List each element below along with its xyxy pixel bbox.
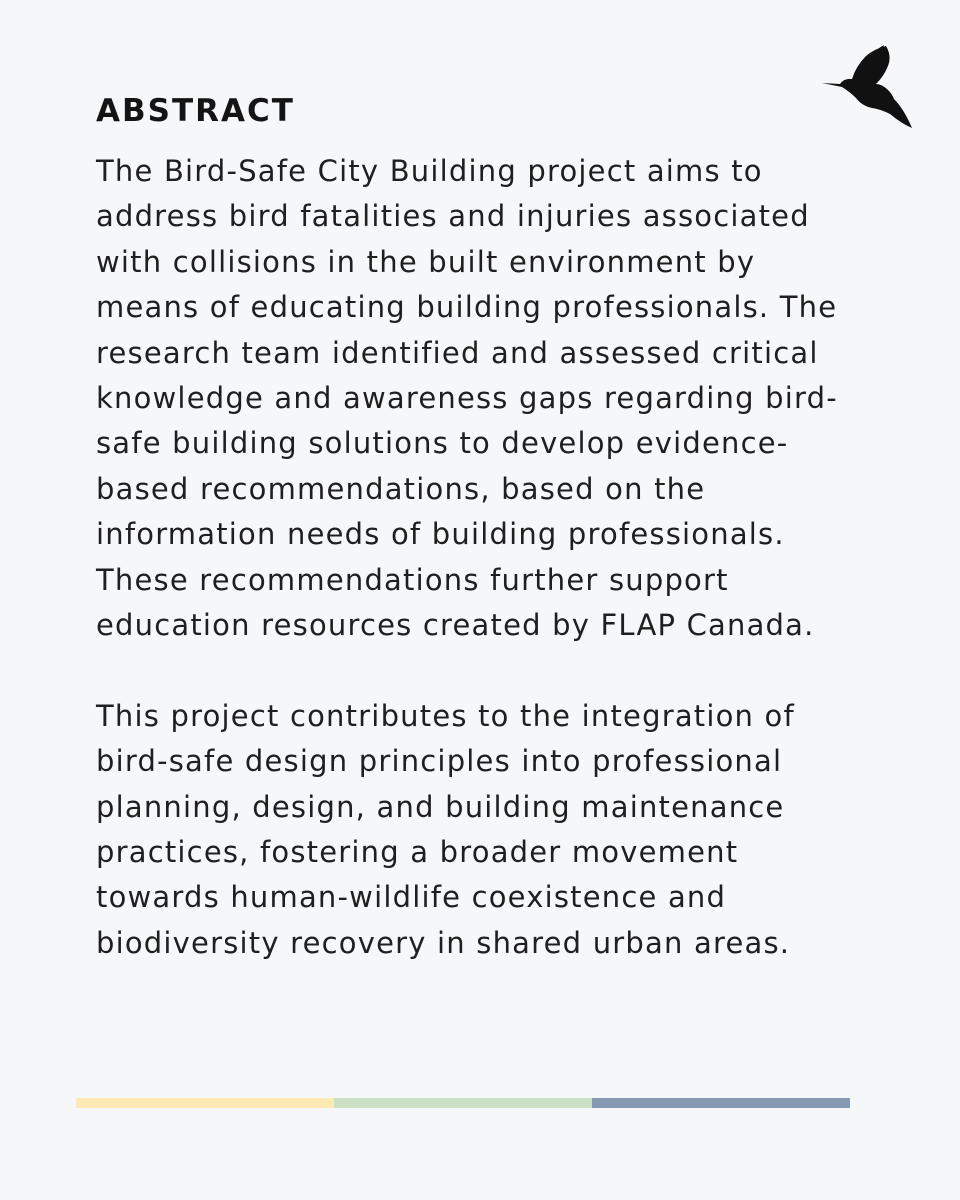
- text-line: planning, design, and building maintenance: [96, 789, 785, 824]
- text-line: biodiversity recovery in shared urban areas.: [96, 925, 791, 960]
- abstract-heading: ABSTRACT: [96, 93, 295, 129]
- hummingbird-icon: [818, 44, 914, 132]
- abstract-paragraph-1: [96, 149, 886, 648]
- hummingbird-body: [822, 46, 912, 128]
- abstract-paragraph-2: [96, 694, 886, 966]
- paragraph-spacer: [96, 648, 886, 693]
- text-line: safe building solutions to develop evidence-: [96, 426, 789, 461]
- tricolor-footer-bar: [76, 1098, 850, 1108]
- text-line: education resources created by FLAP Canada.: [96, 608, 815, 643]
- text-line: address bird fatalities and injuries associated: [96, 199, 810, 234]
- footer-bar-green-segment: [334, 1098, 592, 1108]
- text-line: These recommendations further support: [96, 562, 729, 597]
- text-line: information needs of building professionals.: [96, 517, 785, 552]
- text-line: practices, fostering a broader movement: [96, 835, 739, 870]
- footer-bar-blue-segment: [592, 1098, 850, 1108]
- text-line: based recommendations, based on the: [96, 471, 706, 506]
- text-line: means of educating building professionals. The: [96, 290, 838, 325]
- text-line: research team identified and assessed critical: [96, 335, 819, 370]
- footer-bar-yellow-segment: [76, 1098, 334, 1108]
- text-line: with collisions in the built environment by: [96, 244, 756, 279]
- text-line: bird-safe design principles into professional: [96, 744, 783, 779]
- text-line: knowledge and awareness gaps regarding bird-: [96, 381, 838, 416]
- text-line: towards human-wildlife coexistence and: [96, 880, 727, 915]
- abstract-body: [96, 149, 886, 966]
- text-line: The Bird-Safe City Building project aims to: [96, 154, 763, 188]
- text-line: This project contributes to the integration of: [96, 698, 795, 733]
